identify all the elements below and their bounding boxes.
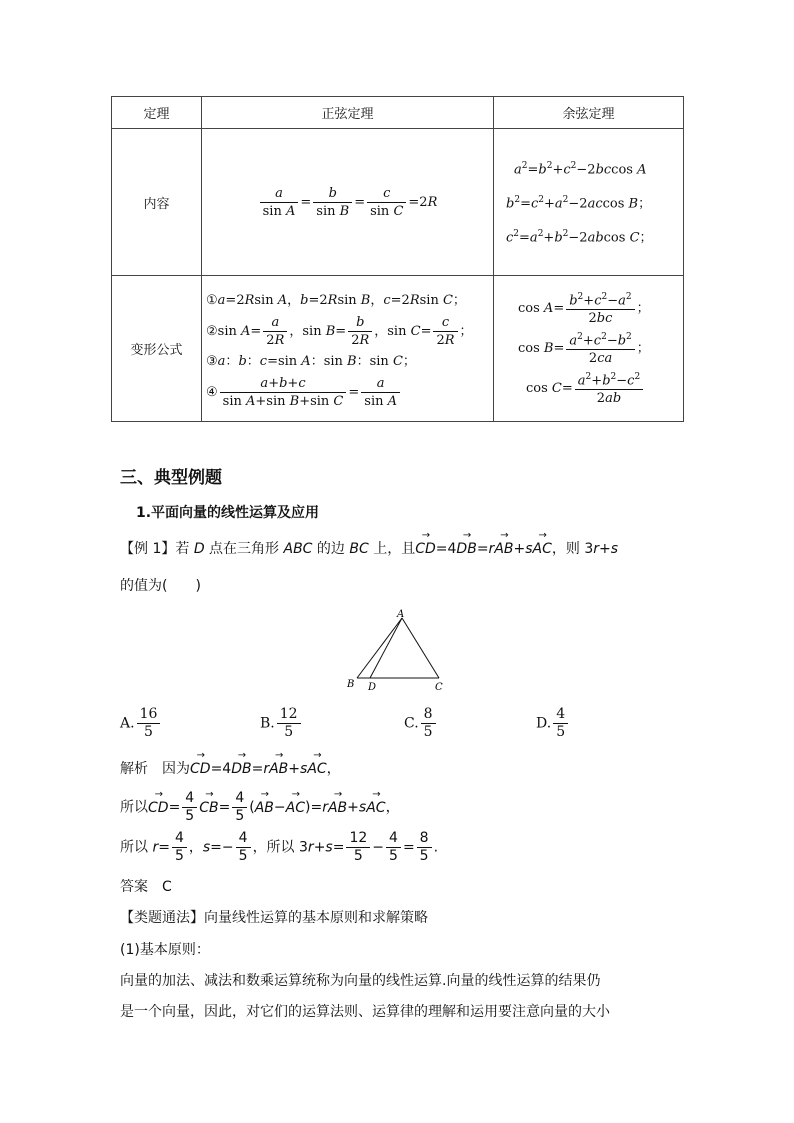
solution-label: 解析 xyxy=(120,761,148,777)
method-title: 向量线性运算的基本原则和求解策略 xyxy=(204,910,428,926)
option-d: D. $\frac{4}{5}$ xyxy=(536,706,570,741)
sine-law-formula: $\frac{a}{\text{sin A}}$ = $\frac{b}{\text{sin B}}$ = $\frac{c}{\text{sin C}}$ =2R xyxy=(202,129,494,276)
header-sine-law: 正弦定理 xyxy=(202,97,494,129)
method-paragraph-line-2: 是一个向量，因此，对它们的运算法则、运算律的理解和运用要注意向量的大小 xyxy=(120,1004,610,1020)
example-label: 【例 1】 xyxy=(120,541,176,557)
label-c: C xyxy=(435,682,443,693)
header-cosine-law: 余弦定理 xyxy=(494,97,684,129)
answer-value: C xyxy=(162,879,172,895)
section-title: 三、典型例题 xyxy=(120,468,222,488)
cosine-law-variants: cos A= $\frac{b^2+c^2-a^2}{2bc}$ ； cos B= $\frac{a^2+c^2-b^2}{2ca}$ ； cos C= $\frac{a^2+b^2-c^2}{2ab}$ xyxy=(494,276,684,422)
method-label: 【类题通法】 xyxy=(120,910,204,926)
method-heading xyxy=(120,907,428,927)
answer-line xyxy=(120,876,172,896)
solution-line-3: 所以 r= $\frac{4}{5}$ ，s=− $\frac{4}{5}$ ，所以 3r+s= $\frac{12}{5}$ − $\frac{4}{5}$ = $\frac{8}{5}$ . xyxy=(120,830,439,864)
row-label-content: 内容 xyxy=(112,129,202,276)
option-b: B. $\frac{12}{5}$ xyxy=(260,706,303,741)
solution-line-1: 解析 因为→ CD=4→ DB=r→ AB+s→ AC， xyxy=(120,758,341,778)
option-a: A. $\frac{16}{5}$ xyxy=(120,706,162,741)
subsection-title: 1.平面向量的线性运算及应用 xyxy=(136,505,320,521)
solution-line-2: 所以→ CD= $\frac{4}{5}$ → CB= $\frac{4}{5}$ (→ AB−→ AC)=r→ AB+s→ AC， xyxy=(120,790,400,825)
theorem-table xyxy=(111,96,684,422)
label-a: A xyxy=(397,609,405,620)
label-b: B xyxy=(347,679,355,690)
header-theorem: 定理 xyxy=(112,97,202,129)
option-c: C. $\frac{8}{5}$ xyxy=(404,706,438,741)
triangle-figure xyxy=(340,605,455,695)
method-paragraph-line-1: 向量的加法、减法和数乘运算统称为向量的线性运算.向量的线性运算的结果仍 xyxy=(120,973,601,989)
cosine-law-formulas: $a^2=b^2+c^2-2bccos$ A $b^2=c^2+a^2-2accos$ B； $c^2=a^2+b^2-2abcos$ C； xyxy=(494,129,684,276)
row-label-variants: 变形公式 xyxy=(112,276,202,422)
answer-label: 答案 xyxy=(120,879,148,895)
example-question-end: 的值为( ) xyxy=(120,578,201,594)
sine-law-variants: ①a=2Rsin A，b=2Rsin B，c=2Rsin C； ②sin A= $\frac{a}{2R}$ ，sin B= $\frac{b}{2R}$ ，sin C= $\frac{c}{2R}$ ； ③a：b：c=sin A：sin B：sin C； ④ $\frac{a+b+c}{\text{sin A+sin B+sin C}}$ = $\frac{a}{\text{sin A}}$ xyxy=(202,276,494,422)
method-sub1: (1)基本原则： xyxy=(120,942,210,958)
example-question: 【例 1】若 D 点在三角形 ABC 的边 BC 上，且→ CD=4→ DB=r→ AB+s→ AC，则 3r+s xyxy=(120,538,618,558)
label-d: D xyxy=(368,682,377,693)
